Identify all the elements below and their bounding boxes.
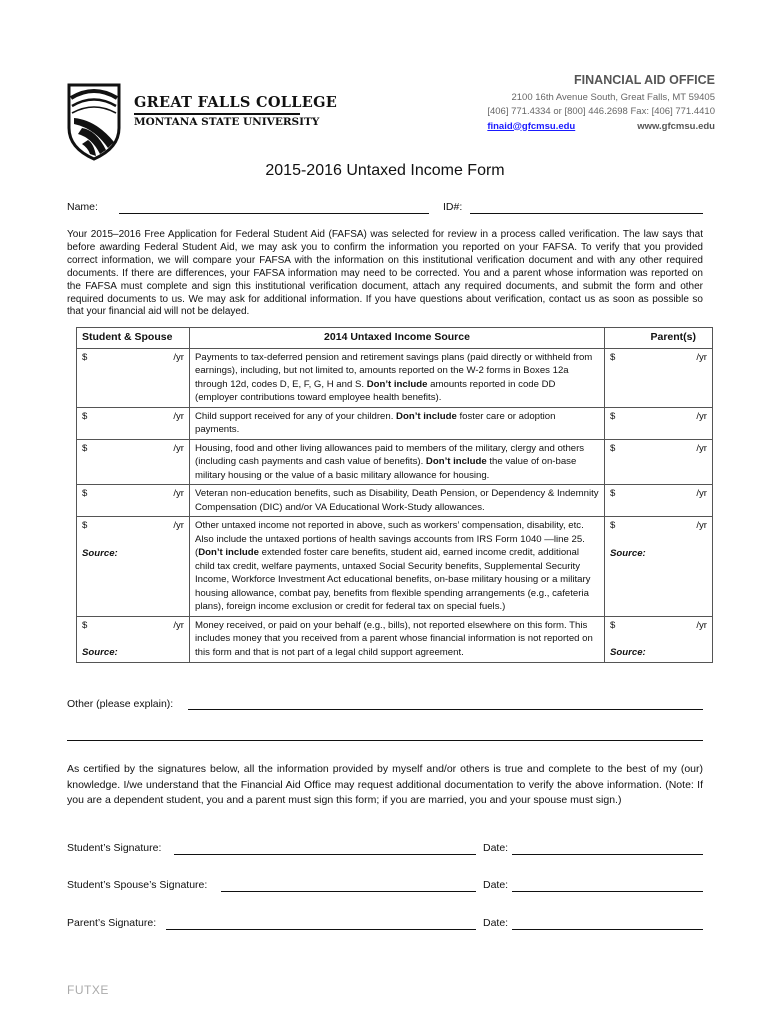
- parent-date-label: Date:: [483, 917, 509, 929]
- student-amount-cell[interactable]: $ /yr Source:: [77, 616, 190, 662]
- header-parents: Parent(s): [605, 328, 713, 349]
- student-amount-cell[interactable]: $ /yr: [77, 407, 190, 439]
- source-label: Source:: [82, 547, 118, 559]
- shield-logo-icon: [66, 82, 122, 162]
- parent-signature-label: Parent’s Signature:: [67, 917, 157, 929]
- table-row: [77, 616, 713, 662]
- other-explain-line-1[interactable]: [188, 697, 703, 710]
- student-date-label: Date:: [483, 842, 509, 854]
- student-amount-cell[interactable]: $ /yr Source:: [77, 517, 190, 617]
- spouse-date-label: Date:: [483, 879, 509, 891]
- student-signature-label: Student’s Signature:: [67, 842, 162, 854]
- table-row: [77, 485, 713, 517]
- spouse-signature-field[interactable]: [221, 879, 476, 892]
- spouse-date-field[interactable]: [512, 879, 703, 892]
- income-source-description: Payments to tax-deferred pension and retirement savings plans (paid directly or withheld from earnings), including, but not limited to, amounts reported on the W-2 forms in Boxes 12a through 12d, codes D, E, F, G, H and S. Don’t include amounts reported in code DD (employer contributions toward employee health benefits).: [190, 348, 605, 407]
- office-contact-row: [487, 120, 715, 135]
- student-signature-field[interactable]: [174, 842, 476, 855]
- certification-paragraph: As certified by the signatures below, all the information provided by myself and/or others is true and complete to the best of my (our) knowledge. I/we understand that the Financial Aid Office may request additional documentation to verify the above information. (Note: If you are a dependent student, you and a parent must sign this form; if you are married, you and your spouse must sign.): [67, 763, 703, 806]
- table-row: [77, 439, 713, 485]
- parent-amount-cell[interactable]: $ /yr Source:: [605, 616, 713, 662]
- table-row: [77, 407, 713, 439]
- parent-signature-field[interactable]: [166, 917, 476, 930]
- student-amount-cell[interactable]: $ /yr: [77, 439, 190, 485]
- logo-university-name: MONTANA STATE UNIVERSITY: [134, 116, 320, 128]
- table-header-row: [77, 328, 713, 349]
- logo-rule: [134, 113, 300, 115]
- id-field[interactable]: [470, 201, 703, 214]
- header-student-spouse: Student & Spouse: [77, 328, 190, 349]
- parent-amount-cell[interactable]: $ /yr: [605, 407, 713, 439]
- income-source-description: Other untaxed income not reported in above, such as workers’ compensation, disability, etc. Also include the untaxed portions of health savings accounts from IRS Form 1040 —line 25. (Don’t include extended foster care benefits, student aid, earned income credit, additional child tax credit, welfare payments, untaxed Social Security benefits, Supplemental Security Income, Workforce Investment Act educational benefits, on-base military housing or a military housing allowance, combat pay, benefits from flexible spending arrangements (e.g., cafeteria plans), foreign income exclusion or credit for federal tax on special fuels.): [190, 517, 605, 617]
- student-amount-cell[interactable]: $ /yr: [77, 348, 190, 407]
- form-code-footer: FUTXE: [67, 983, 109, 997]
- form-title: 2015-2016 Untaxed Income Form: [265, 162, 505, 179]
- name-field[interactable]: [119, 201, 429, 214]
- office-email-link[interactable]: finaid@gfcmsu.edu: [487, 120, 576, 132]
- intro-paragraph: Your 2015–2016 Free Application for Federal Student Aid (FAFSA) was selected for review in a process called verification. The law says that before awarding Federal Student Aid, we may ask you to confirm the information you reported on your FAFSA. To verify that you provided correct information, we will compare your FAFSA with the information on this institutional verification document and with any other required documents. If there are differences, your FAFSA information may need to be corrected. You and a parent whose information was reported on the FAFSA must complete and sign this institutional verification document, attach any required documents, and submit the form and other required documents to us. We may ask for additional information. If you have questions about verification, contact us as soon as possible so that your financial aid will not be delayed.: [67, 229, 703, 318]
- office-phones: [406] 771.4334 or [800] 446.2698 Fax: [406] 771.4410: [487, 106, 715, 117]
- college-logo: [66, 82, 338, 162]
- parent-amount-cell[interactable]: $ /yr: [605, 485, 713, 517]
- other-explain-line-2[interactable]: [67, 728, 703, 741]
- untaxed-income-table: [76, 327, 713, 663]
- student-amount-cell[interactable]: $ /yr: [77, 485, 190, 517]
- office-info: [487, 73, 715, 134]
- spouse-signature-label: Student’s Spouse’s Signature:: [67, 879, 208, 891]
- table-row: [77, 517, 713, 617]
- income-source-description: Child support received for any of your children. Don’t include foster care or adoption payments.: [190, 407, 605, 439]
- parent-date-field[interactable]: [512, 917, 703, 930]
- table-row: [77, 348, 713, 407]
- source-label: Source:: [82, 647, 118, 658]
- income-source-description: Housing, food and other living allowances paid to members of the military, clergy and others (including cash payments and cash value of benefits). Don’t include the value of on-base military housing or the value of a basic military allowance for housing.: [190, 439, 605, 485]
- source-label: Source:: [610, 647, 646, 658]
- id-label: ID#:: [443, 201, 463, 213]
- student-date-field[interactable]: [512, 842, 703, 855]
- parent-amount-cell[interactable]: $ /yr Source:: [605, 517, 713, 617]
- source-label: Source:: [610, 547, 646, 559]
- name-label: Name:: [67, 201, 98, 213]
- parent-amount-cell[interactable]: $ /yr: [605, 348, 713, 407]
- header-income-source: 2014 Untaxed Income Source: [190, 328, 605, 349]
- office-website: www.gfcmsu.edu: [637, 120, 715, 132]
- office-address: 2100 16th Avenue South, Great Falls, MT 59405: [511, 91, 715, 103]
- income-source-description: Money received, or paid on your behalf (e.g., bills), not reported elsewhere on this form. This includes money that you received from a parent whose financial information is not reported on this form and that is not part of a legal child support agreement.: [190, 616, 605, 662]
- office-title: FINANCIAL AID OFFICE: [574, 73, 715, 87]
- income-source-description: Veteran non-education benefits, such as Disability, Death Pension, or Dependency & Indemnity Compensation (DIC) and/or VA Educational Work-Study allowances.: [190, 485, 605, 517]
- logo-college-name: GREAT FALLS COLLEGE: [134, 94, 338, 111]
- parent-amount-cell[interactable]: $ /yr: [605, 439, 713, 485]
- other-explain-label: Other (please explain):: [67, 698, 174, 710]
